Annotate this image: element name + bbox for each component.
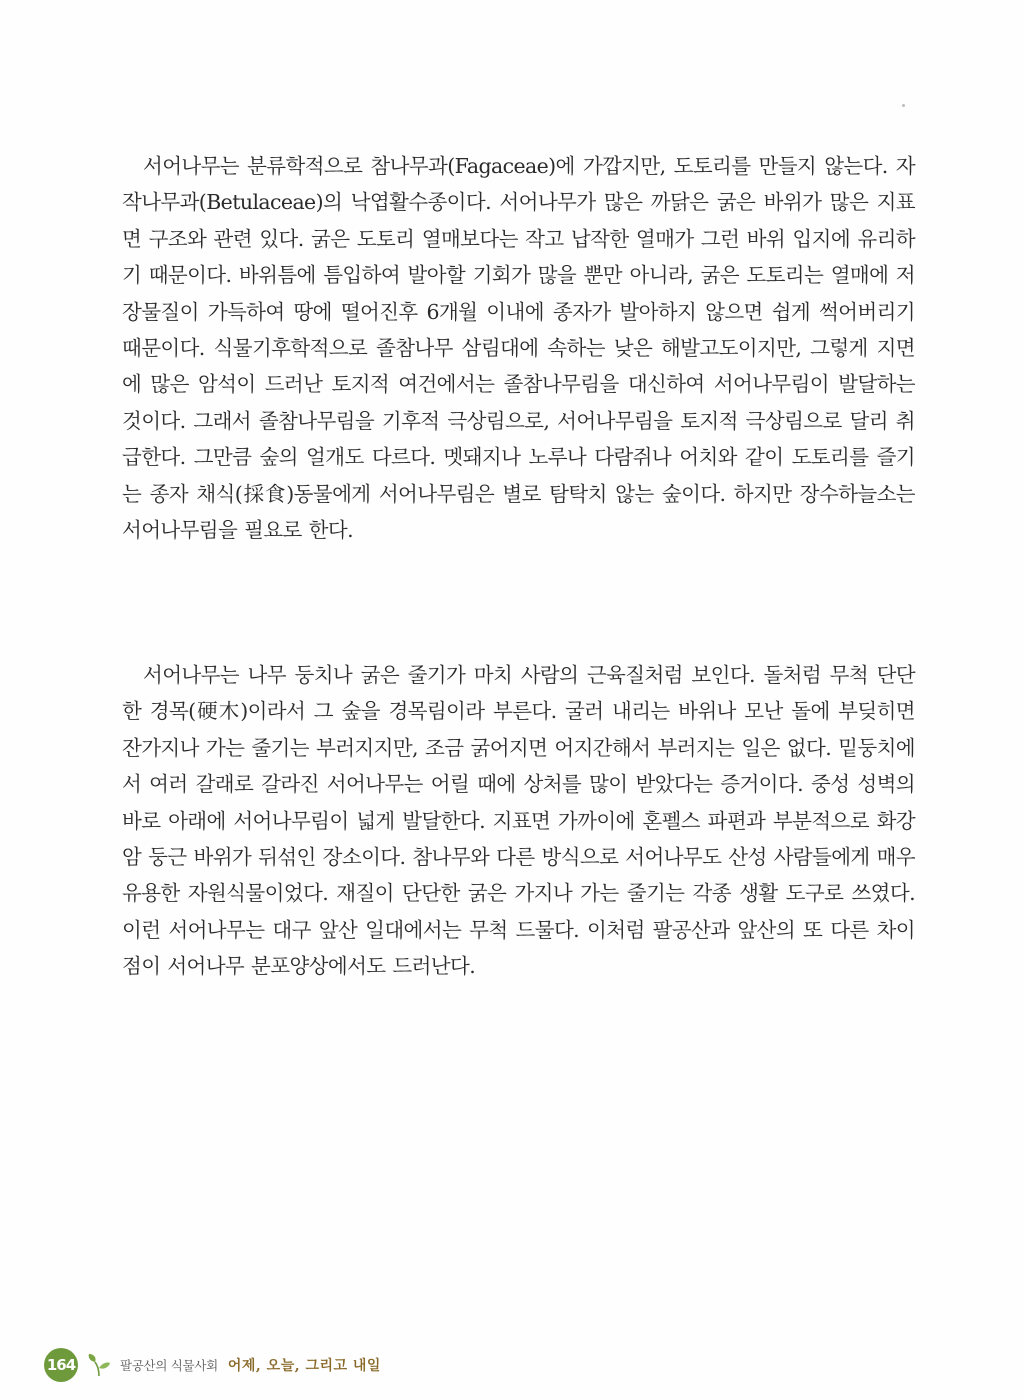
paragraph-1: 서어나무는 분류학적으로 참나무과(Fagaceae)에 가깝지만, 도토리를 만들지 않는다. 자작나무과(Betulaceae)의 낙엽활수종이다. 서어나무가 많은 까닭은 굵은 바위가 많은 지표면 구조와 관련 있다. 굵은 도토리 열매보다는 작고 납작한 열매가 그런 바위 입지에 유리하기 때문이다. 바위틈에 틈입하여 발아할 기회가 많을 뿐만 아니라, 굵은 도토리는 열매에 저장물질이 가득하여 땅에 떨어진후 6개월 이내에 종자가 발아하지 않으면 쉽게 썩어버리기 때문이다. 식물기후학적으로 졸참나무 삼림대에 속하는 낮은 해발고도이지만, 그렇게 지면에 많은 암석이 드러난 토지적 여건에서는 졸참나무림을 대신하여 서어나무림이 발달하는 것이다. 그래서 졸참나무림을 기후적 극상림으로, 서어나무림을 토지적 극상림으로 달리 취급한다. 그만큼 숲의 얼개도 다르다. 멧돼지나 노루나 다람쥐나 어치와 같이 도토리를 즐기는 종자 채식(採食)동물에게 서어나무림은 별로 탐탁치 않는 숲이다. 하지만 장수하늘소는 서어나무림을 필요로 한다. [122,154,915,543]
paper-speck [902,104,905,107]
book-title: 팔공산의 식물사회 [120,1358,218,1373]
leaf-icon [86,1352,112,1378]
book-subtitle: 어제, 오늘, 그리고 내일 [227,1358,381,1374]
page-footer [44,1348,381,1382]
page-number: 164 [44,1348,78,1382]
paragraph-2: 서어나무는 나무 둥치나 굵은 줄기가 마치 사람의 근육질처럼 보인다. 돌처럼 무척 단단한 경목(硬木)이라서 그 숲을 경목림이라 부른다. 굴러 내리는 바위나 모난 돌에 부딪히면 잔가지나 가는 줄기는 부러지지만, 조금 굵어지면 어지간해서 부러지는 일은 없다. 밑둥치에서 여러 갈래로 갈라진 서어나무는 어릴 때에 상처를 많이 받았다는 증거이다. 중성 성벽의 바로 아래에 서어나무림이 넓게 발달한다. 지표면 가까이에 혼펠스 파편과 부분적으로 화강암 둥근 바위가 뒤섞인 장소이다. 참나무와 다른 방식으로 서어나무도 산성 사람들에게 매우 유용한 자원식물이었다. 재질이 단단한 굵은 가지나 가는 줄기는 각종 생활 도구로 쓰였다. 이런 서어나무는 대구 앞산 일대에서는 무척 드물다. 이처럼 팔공산과 앞산의 또 다른 차이점이 서어나무 분포양상에서도 드러난다. [122,663,915,979]
body-text-2 [122,657,915,985]
body-text-1 [122,148,915,548]
